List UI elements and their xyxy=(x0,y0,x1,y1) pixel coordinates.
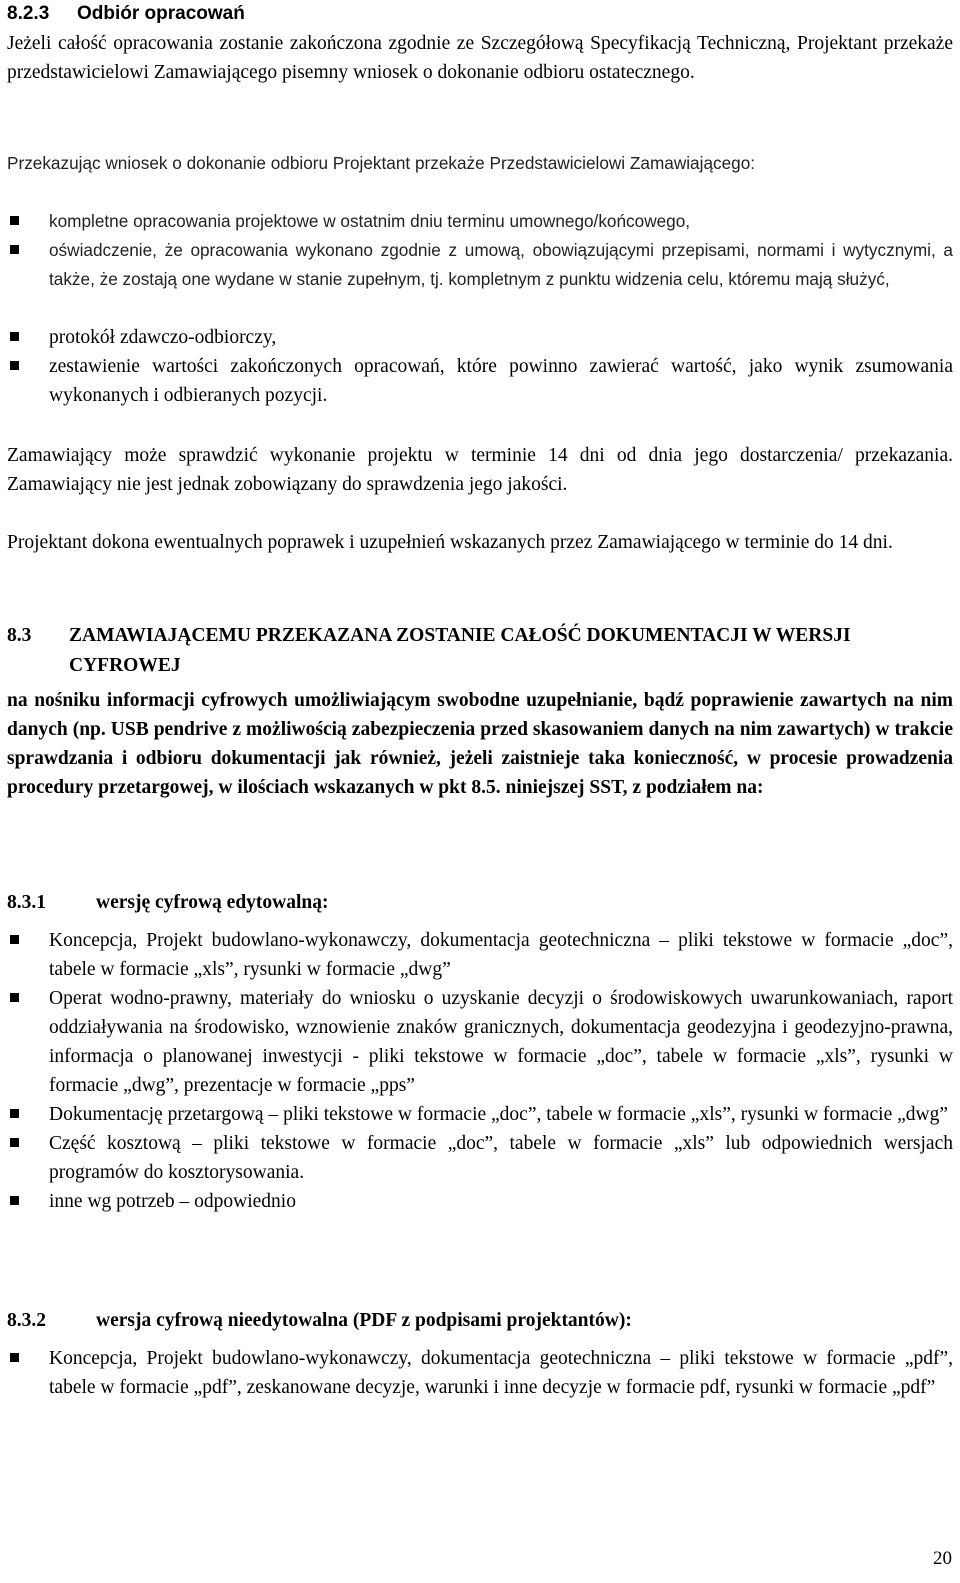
list-item: inne wg potrzeb – odpowiednio xyxy=(7,1187,953,1216)
section-number: 8.3 xyxy=(7,625,32,646)
editable-formats-list xyxy=(7,926,953,1216)
corrections-paragraph: Projektant dokona ewentualnych poprawek i uzupełnień wskazanych przez Zamawiającego w terminie do 14 dni. xyxy=(7,532,893,553)
submission-list xyxy=(7,207,953,294)
list-item: Dokumentację przetargową – pliki tekstowe w formacie „doc”, tabele w formacie „xls”, rysunki w formacie „dwg” xyxy=(7,1100,953,1129)
square-bullet-icon xyxy=(10,1138,19,1147)
section-heading-8-3-1 xyxy=(7,888,329,917)
list-item: Operat wodno-prawny, materiały do wniosku o uzyskanie decyzji o środowiskowych uwarunkowaniach, raport oddziaływania na środowisko, wznowienie znaków granicznych, dokumentacja geodezyjna i geodezyjno-prawna, informacja o planowanej inwestycji - pliki tekstowe w formacie „doc”, tabele w formacie „xls”, rysunki w formacie „dwg”, prezentacje w formacie „pps” xyxy=(7,984,953,1100)
section-title: ZAMAWIAJĄCEMU PRZEKAZANA ZOSTANIE CAŁOŚĆ DOKUMENTACJI W WERSJI CYFROWEJ xyxy=(69,625,851,676)
section-number: 8.2.3 xyxy=(7,3,50,24)
digital-medium-paragraph: na nośniku informacji cyfrowych umożliwiającym swobodne uzupełnianie, bądź poprawienie zawartych na nim danych (np. USB pendrive z możliwością zabezpieczenia przed skasowaniem danych na nim zawartych) w trakcie sprawdzania i odbioru dokumentacji jak również, jeżeli zaistnieje taka konieczność, w procesie prowadzenia procedury przetargowej, w ilościach wskazanych w pkt 8.5. niniejszej SST, z podziałem na: xyxy=(7,690,953,798)
section-heading-8-2-3 xyxy=(7,0,245,28)
section-heading-8-3-2 xyxy=(7,1306,632,1335)
square-bullet-icon xyxy=(10,1353,19,1362)
section-title: wersję cyfrową edytowalną: xyxy=(96,892,329,913)
square-bullet-icon xyxy=(10,216,19,225)
square-bullet-icon xyxy=(10,1196,19,1205)
section-title: wersja cyfrową nieedytowalna (PDF z podpisami projektantów): xyxy=(96,1310,632,1331)
non-editable-formats-list xyxy=(7,1344,953,1402)
list-item: Koncepcja, Projekt budowlano-wykonawczy, dokumentacja geotechniczna – pliki tekstowe w formacie „pdf”, tabele w formacie „pdf”, zeskanowane decyzje, warunki i inne decyzje w formacie pdf, rysunki w formacie „pdf” xyxy=(7,1344,953,1402)
list-item: zestawienie wartości zakończonych opracowań, które powinno zawierać wartość, jako wynik zsumowania wykonanych i odbieranych pozycji. xyxy=(7,352,953,410)
lead-paragraph: Przekazując wniosek o dokonanie odbioru Projektant przekaże Przedstawicielowi Zamawiającego: xyxy=(7,153,756,173)
square-bullet-icon xyxy=(10,1109,19,1118)
section-heading-8-3 xyxy=(7,621,953,681)
page-number: 20 xyxy=(933,1548,952,1569)
square-bullet-icon xyxy=(10,361,19,370)
section-number: 8.3.2 xyxy=(7,1310,46,1331)
section-title: Odbiór opracowań xyxy=(77,3,245,24)
square-bullet-icon xyxy=(10,935,19,944)
submission-list-cont xyxy=(7,323,953,410)
list-item: protokół zdawczo-odbiorczy, xyxy=(7,323,953,352)
section-number: 8.3.1 xyxy=(7,892,46,913)
square-bullet-icon xyxy=(10,245,19,254)
verification-paragraph: Zamawiający może sprawdzić wykonanie projektu w terminie 14 dni od dnia jego dostarczenia/ przekazania. Zamawiający nie jest jednak zobowiązany do sprawdzenia jego jakości. xyxy=(7,445,953,495)
intro-paragraph: Jeżeli całość opracowania zostanie zakończona zgodnie ze Szczegółową Specyfikacją Techniczną, Projektant przekaże przedstawicielowi Zamawiającego pisemny wniosek o dokonanie odbioru ostatecznego. xyxy=(7,33,953,83)
square-bullet-icon xyxy=(10,993,19,1002)
square-bullet-icon xyxy=(10,332,19,341)
list-item: Część kosztową – pliki tekstowe w formacie „doc”, tabele w formacie „xls” lub odpowiednich wersjach programów do kosztorysowania. xyxy=(7,1129,953,1187)
list-item: Koncepcja, Projekt budowlano-wykonawczy, dokumentacja geotechniczna – pliki tekstowe w formacie „doc”, tabele w formacie „xls”, rysunki w formacie „dwg” xyxy=(7,926,953,984)
list-item: oświadczenie, że opracowania wykonano zgodnie z umową, obowiązującymi przepisami, normami i wytycznymi, a także, że zostają one wydane w stanie zupełnym, tj. kompletnym z punktu widzenia celu, któremu mają służyć, xyxy=(7,236,953,294)
list-item: kompletne opracowania projektowe w ostatnim dniu terminu umownego/końcowego, xyxy=(7,207,953,236)
